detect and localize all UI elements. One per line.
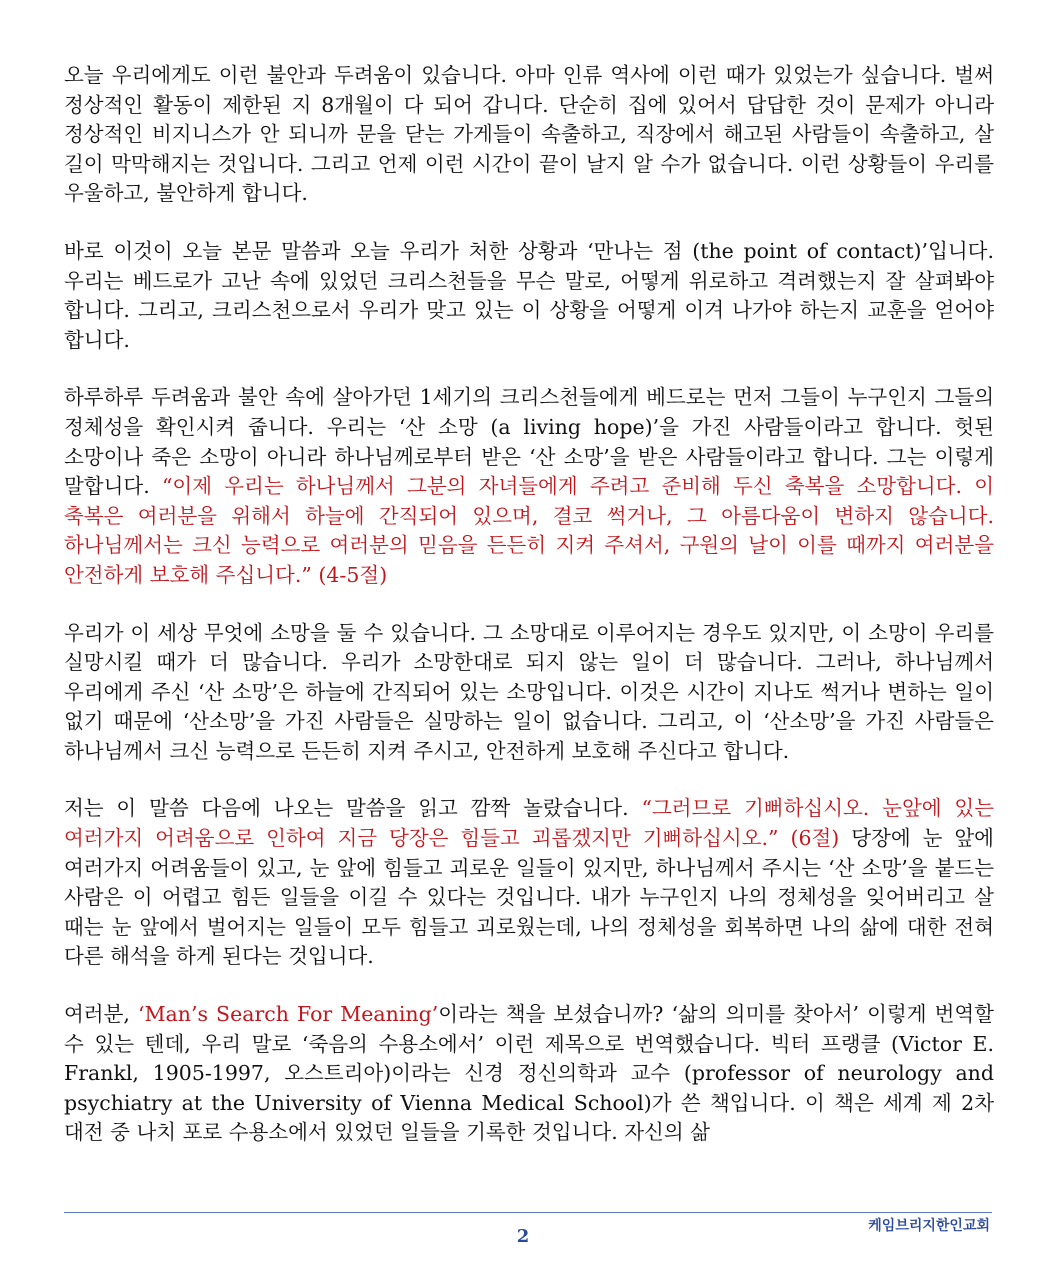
- scripture-quote-6: “그러므로 기뻐하십시오. 눈앞에 있는 여러가지 어려움으로 인하여 지금 당장은 힘들고 괴롭겠지만 기뻐하십시오.” (6절): [64, 796, 994, 851]
- book-title: ‘Man’s Search For Meaning’: [138, 1002, 439, 1027]
- paragraph-6-text-end: 이라는 책을 보셨습니까? ‘삶의 의미를 찾아서’ 이렇게 번역할 수 있는 텐데, 우리 말로 ‘죽음의 수용소에서’ 이런 제목으로 번역했습니다. 빅터 프랭클 (Victor E. Frankl, 1905-1997, 오스트리아)이라는 신경 정신의학과 교수 (professor of neurology and psychiatry at the University of Vienna Medical School)가 쓴 책입니다. 이 책은 세계 제 2차 대전 중 나치 포로 수용소에서 있었던 일들을 기록한 것입니다. 자신의 삶: [64, 1002, 994, 1145]
- church-name: 케임브리지한인교회: [868, 1218, 990, 1234]
- footer-divider: [64, 1212, 992, 1213]
- paragraph-6: [64, 1000, 994, 1148]
- paragraph-4-text: 우리가 이 세상 무엇에 소망을 둘 수 있습니다. 그 소망대로 이루어지는 경우도 있지만, 이 소망이 우리를 실망시킬 때가 더 많습니다. 우리가 소망한대로 되지 않는 일이 더 많습니다. 그러나, 하나님께서 우리에게 주신 ‘산 소망’은 하늘에 간직되어 있는 소망입니다. 이것은 시간이 지나도 썩거나 변하는 일이 없기 때문에 ‘산소망’을 가진 사람들은 실망하는 일이 없습니다. 그리고, 이 ‘산소망’을 가진 사람들은 하나님께서 크신 능력으로 든든히 지켜 주시고, 안전하게 보호해 주신다고 합니다.: [64, 620, 994, 763]
- paragraph-1: [64, 61, 994, 209]
- paragraph-5: [64, 794, 994, 972]
- scripture-quote-4-5: “이제 우리는 하나님께서 그분의 자녀들에게 주려고 준비해 두신 축복을 소망합니다. 이 축복은 여러분을 위해서 하늘에 간직되어 있으며, 결코 썩거나, 그 아름다움이 변하지 않습니다. 하나님께서는 크신 능력으로 여러분의 믿음을 든든히 지켜 주셔서, 구원의 날이 이를 때까지 여러분을 안전하게 보호해 주십니다.” (4-5절): [64, 474, 994, 587]
- paragraph-3: [64, 383, 994, 590]
- paragraph-2-text: 바로 이것이 오늘 본문 말씀과 오늘 우리가 처한 상황과 ‘만나는 점 (the point of contact)’입니다. 우리는 베드로가 고난 속에 있었던 크리스천들을 무슨 말로, 어떻게 위로하고 격려했는지 잘 살펴봐야 합니다. 그리고, 크리스천으로서 우리가 맞고 있는 이 상황을 어떻게 이겨 나가야 하는지 교훈을 얻어야 합니다.: [64, 238, 994, 352]
- document-body: [64, 61, 994, 1176]
- paragraph-3-text: 하루하루 두려움과 불안 속에 살아가던 1세기의 크리스천들에게 베드로는 먼저 그들이 누구인지 그들의 정체성을 확인시켜 줍니다. 우리는 ‘산 소망 (a living hope)’을 가진 사람들이라고 합니다. 헛된 소망이나 죽은 소망이 아니라 하나님께로부터 받은 ‘산 소망’을 받은 사람들이라고 합니다. 그는 이렇게 말합니다.: [64, 385, 994, 499]
- paragraph-1-text: 오늘 우리에게도 이런 불안과 두려움이 있습니다. 아마 인류 역사에 이런 때가 있었는가 싶습니다. 벌써 정상적인 활동이 제한된 지 8개월이 다 되어 갑니다. 단순히 집에 있어서 답답한 것이 문제가 아니라 정상적인 비지니스가 안 되니까 문을 닫는 가게들이 속출하고, 직장에서 해고된 사람들이 속출하고, 살 길이 막막해지는 것입니다. 그리고 언제 이런 시간이 끝이 날지 알 수가 없습니다. 이런 상황들이 우리를 우울하고, 불안하게 합니다.: [64, 63, 994, 206]
- paragraph-5-text-start: 저는 이 말씀 다음에 나오는 말씀을 읽고 깜짝 놀랐습니다.: [64, 796, 629, 821]
- page-number: 2: [516, 1226, 530, 1247]
- paragraph-5-text-end: 당장에 눈 앞에 여러가지 어려움들이 있고, 눈 앞에 힘들고 괴로운 일들이 있지만, 하나님께서 주시는 ‘산 소망’을 붙드는 사람은 이 어렵고 힘든 일들을 이길 수 있다는 것입니다. 내가 누구인지 나의 정체성을 잊어버리고 살 때는 눈 앞에서 벌어지는 일들이 모두 힘들고 괴로웠는데, 나의 정체성을 회복하면 나의 삶에 대한 전혀 다른 해석을 하게 된다는 것입니다.: [64, 826, 994, 969]
- paragraph-6-text-start: 여러분,: [64, 1002, 130, 1027]
- paragraph-4: [64, 619, 994, 767]
- paragraph-2: [64, 237, 994, 355]
